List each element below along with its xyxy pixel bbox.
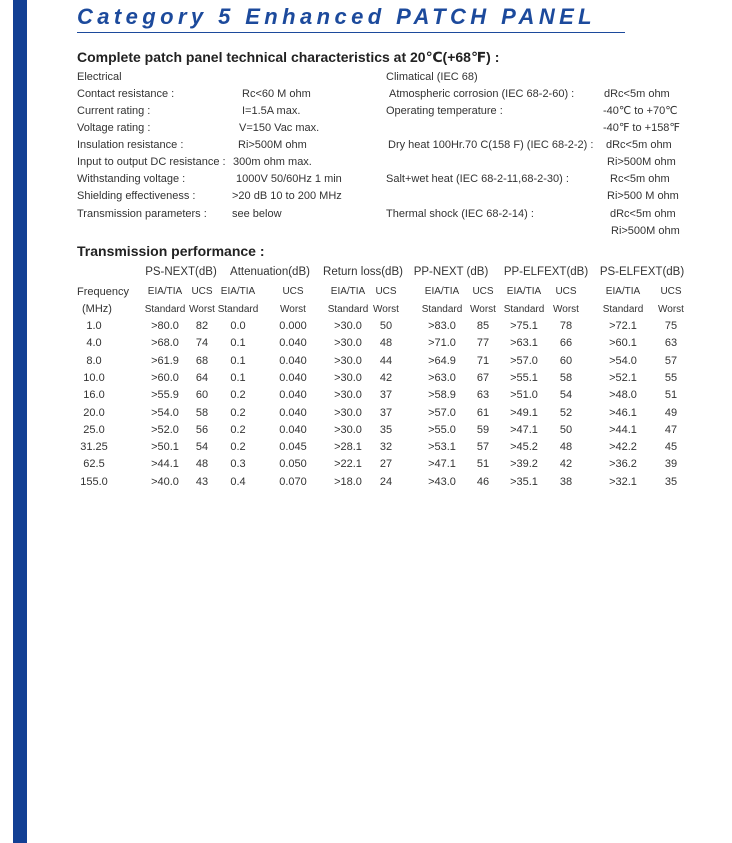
- table-cell: 35: [664, 475, 678, 488]
- table-subheader-source: EIA/TIA: [220, 286, 256, 297]
- table-group-header: PP-ELFEXT(dB): [503, 266, 589, 278]
- table-cell: 0.2: [230, 389, 246, 402]
- table-cell: 67: [476, 371, 490, 384]
- table-cell: 10.0: [83, 371, 105, 384]
- table-subheader-type: Standard: [144, 304, 186, 315]
- table-cell: 42: [559, 458, 573, 471]
- table-group-header: Return loss(dB): [323, 266, 403, 278]
- table-cell: >42.2: [609, 441, 637, 454]
- frequency-header: Frequency: [77, 286, 129, 298]
- table-cell: 1.0: [86, 320, 102, 332]
- electrical-label: Electrical: [77, 71, 122, 83]
- climatical-param-value: -40℃ to +70℃: [603, 105, 678, 117]
- climatical-param-name: Operating temperature :: [386, 105, 503, 117]
- table-cell: 0.2: [230, 406, 246, 419]
- table-cell: 155.0: [80, 475, 108, 488]
- table-cell: 25.0: [83, 423, 105, 436]
- table-cell: 45: [664, 441, 678, 454]
- table-cell: 46: [476, 475, 490, 488]
- table-cell: 0.045: [279, 441, 307, 454]
- transmission-heading: Transmission performance :: [77, 243, 265, 259]
- table-cell: 48: [559, 441, 573, 454]
- climatical-param-value: Ri>500M ohm: [607, 156, 676, 168]
- table-subheader-type: Worst: [189, 304, 215, 315]
- table-cell: >30.0: [334, 389, 362, 402]
- table-cell: 66: [559, 337, 573, 350]
- table-cell: 0.2: [230, 441, 246, 454]
- table-cell: 57: [476, 441, 490, 454]
- table-cell: 20.0: [83, 406, 105, 419]
- table-cell: >45.2: [510, 441, 538, 454]
- table-cell: 44: [379, 354, 393, 367]
- electrical-param-name: Shielding effectiveness :: [77, 190, 196, 202]
- table-cell: 63: [664, 337, 678, 350]
- electrical-param-name: Input to output DC resistance :: [77, 156, 226, 168]
- table-cell: >30.0: [334, 423, 362, 436]
- table-cell: 0.0: [230, 320, 246, 332]
- climatical-label: Climatical (IEC 68): [386, 71, 478, 83]
- table-cell: 51: [664, 389, 678, 402]
- table-subheader-type: Standard: [327, 304, 369, 315]
- table-cell: 43: [195, 475, 209, 488]
- table-cell: >55.9: [151, 389, 179, 402]
- table-cell: >43.0: [428, 475, 456, 488]
- electrical-param-value: see below: [232, 208, 282, 220]
- table-cell: >75.1: [510, 320, 538, 332]
- table-cell: 0.040: [279, 354, 307, 367]
- table-subheader-source: EIA/TIA: [147, 286, 183, 297]
- table-cell: >22.1: [334, 458, 362, 471]
- table-cell: 0.2: [230, 423, 246, 436]
- table-cell: >52.1: [609, 371, 637, 384]
- table-cell: 4.0: [86, 337, 102, 350]
- table-cell: >36.2: [609, 458, 637, 471]
- table-cell: >61.9: [151, 354, 179, 367]
- table-cell: >58.9: [428, 389, 456, 402]
- table-cell: >60.1: [609, 337, 637, 350]
- table-cell: >30.0: [334, 406, 362, 419]
- table-cell: >63.1: [510, 337, 538, 350]
- table-subheader-type: Standard: [602, 304, 644, 315]
- electrical-param-name: Transmission parameters :: [77, 208, 207, 220]
- table-cell: 59: [476, 423, 490, 436]
- table-cell: >55.1: [510, 371, 538, 384]
- table-cell: 50: [379, 320, 393, 332]
- table-group-header: PS-ELFEXT(dB): [599, 266, 685, 278]
- frequency-unit: (MHz): [82, 303, 112, 315]
- table-cell: >18.0: [334, 475, 362, 488]
- characteristics-heading: Complete patch panel technical characteristics at 20℃(+68℉) :: [77, 49, 500, 65]
- table-cell: >39.2: [510, 458, 538, 471]
- table-subheader-source: UCS: [555, 286, 577, 297]
- table-cell: 0.1: [230, 354, 246, 367]
- table-group-header: Attenuation(dB): [230, 266, 310, 278]
- climatical-param-value: dRc<5m ohm: [604, 88, 670, 100]
- table-cell: 56: [195, 423, 209, 436]
- electrical-param-value: Ri>500M ohm: [238, 139, 307, 151]
- table-cell: >44.1: [151, 458, 179, 471]
- table-cell: >32.1: [609, 475, 637, 488]
- table-cell: >57.0: [510, 354, 538, 367]
- table-cell: 52: [559, 406, 573, 419]
- table-cell: >30.0: [334, 320, 362, 332]
- table-cell: >52.0: [151, 423, 179, 436]
- table-cell: >44.1: [609, 423, 637, 436]
- table-cell: 82: [195, 320, 209, 332]
- table-cell: 37: [379, 389, 393, 402]
- table-cell: 54: [195, 441, 209, 454]
- table-cell: >47.1: [428, 458, 456, 471]
- climatical-param-value: Rc<5m ohm: [610, 173, 670, 185]
- electrical-param-value: 300m ohm max.: [233, 156, 312, 168]
- table-subheader-type: Standard: [217, 304, 259, 315]
- table-cell: 64: [195, 371, 209, 384]
- table-cell: 63: [476, 389, 490, 402]
- table-cell: 71: [476, 354, 490, 367]
- table-cell: >30.0: [334, 371, 362, 384]
- table-cell: >83.0: [428, 320, 456, 332]
- table-cell: >46.1: [609, 406, 637, 419]
- table-cell: >40.0: [151, 475, 179, 488]
- table-subheader-source: EIA/TIA: [605, 286, 641, 297]
- table-cell: 85: [476, 320, 490, 332]
- table-cell: 68: [195, 354, 209, 367]
- table-group-header: PP-NEXT (dB): [413, 266, 489, 278]
- climatical-param-value: dRc<5m ohm: [606, 139, 672, 151]
- climatical-param-name: Thermal shock (IEC 68-2-14) :: [386, 208, 534, 220]
- table-cell: >57.0: [428, 406, 456, 419]
- table-cell: 58: [559, 371, 573, 384]
- table-cell: 32: [379, 441, 393, 454]
- table-cell: 48: [195, 458, 209, 471]
- table-cell: 54: [559, 389, 573, 402]
- table-cell: 16.0: [83, 389, 105, 402]
- table-cell: 35: [379, 423, 393, 436]
- electrical-param-value: Rc<60 M ohm: [242, 88, 311, 100]
- table-cell: 49: [664, 406, 678, 419]
- table-cell: 42: [379, 371, 393, 384]
- table-subheader-source: UCS: [282, 286, 304, 297]
- table-subheader-type: Standard: [503, 304, 545, 315]
- table-cell: 77: [476, 337, 490, 350]
- electrical-param-value: V=150 Vac max.: [239, 122, 320, 134]
- table-cell: 37: [379, 406, 393, 419]
- electrical-param-name: Contact resistance :: [77, 88, 175, 100]
- table-cell: >80.0: [151, 320, 179, 332]
- page-title: Category 5 Enhanced PATCH PANEL: [77, 4, 597, 29]
- table-cell: 24: [379, 475, 393, 488]
- table-cell: 38: [559, 475, 573, 488]
- table-cell: 31.25: [80, 441, 108, 454]
- table-cell: 0.000: [279, 320, 307, 332]
- climatical-param-value: Ri>500 M ohm: [607, 190, 679, 202]
- table-cell: >35.1: [510, 475, 538, 488]
- table-cell: 60: [559, 354, 573, 367]
- table-subheader-type: Worst: [553, 304, 579, 315]
- table-cell: 0.1: [230, 337, 246, 350]
- table-cell: >47.1: [510, 423, 538, 436]
- table-cell: 61: [476, 406, 490, 419]
- table-subheader-type: Standard: [421, 304, 463, 315]
- table-cell: >60.0: [151, 371, 179, 384]
- table-cell: >64.9: [428, 354, 456, 367]
- electrical-param-name: Withstanding voltage :: [77, 173, 186, 185]
- table-cell: 0.3: [230, 458, 246, 471]
- table-cell: 75: [664, 320, 678, 332]
- electrical-param-value: I=1.5A max.: [242, 105, 301, 117]
- table-cell: >54.0: [151, 406, 179, 419]
- table-cell: >54.0: [609, 354, 637, 367]
- table-subheader-type: Worst: [280, 304, 306, 315]
- table-cell: 8.0: [86, 354, 102, 367]
- table-cell: >48.0: [609, 389, 637, 402]
- climatical-param-name: Salt+wet heat (IEC 68-2-11,68-2-30) :: [386, 173, 569, 185]
- table-cell: 0.4: [230, 475, 246, 488]
- climatical-param-value: dRc<5m ohm: [610, 208, 676, 220]
- table-cell: 51: [476, 458, 490, 471]
- table-cell: >68.0: [151, 337, 179, 350]
- table-cell: >71.0: [428, 337, 456, 350]
- table-group-header: PS-NEXT(dB): [145, 266, 217, 278]
- electrical-param-name: Current rating :: [77, 105, 151, 117]
- electrical-param-name: Voltage rating :: [77, 122, 151, 134]
- table-cell: >55.0: [428, 423, 456, 436]
- table-cell: 62.5: [83, 458, 105, 471]
- table-cell: 57: [664, 354, 678, 367]
- table-cell: 78: [559, 320, 573, 332]
- table-cell: >72.1: [609, 320, 637, 332]
- table-cell: 55: [664, 371, 678, 384]
- climatical-param-value: Ri>500M ohm: [611, 225, 680, 237]
- table-cell: 0.040: [279, 406, 307, 419]
- table-cell: 27: [379, 458, 393, 471]
- table-cell: 0.040: [279, 389, 307, 402]
- table-cell: 0.1: [230, 371, 246, 384]
- table-subheader-source: UCS: [472, 286, 494, 297]
- table-subheader-source: UCS: [660, 286, 682, 297]
- table-cell: 50: [559, 423, 573, 436]
- table-cell: 58: [195, 406, 209, 419]
- table-cell: >51.0: [510, 389, 538, 402]
- table-cell: 47: [664, 423, 678, 436]
- table-subheader-source: UCS: [191, 286, 213, 297]
- table-cell: >50.1: [151, 441, 179, 454]
- table-cell: >30.0: [334, 337, 362, 350]
- electrical-param-value: >20 dB 10 to 200 MHz: [232, 190, 342, 202]
- table-subheader-source: EIA/TIA: [330, 286, 366, 297]
- table-cell: 39: [664, 458, 678, 471]
- table-cell: 74: [195, 337, 209, 350]
- table-subheader-type: Worst: [658, 304, 684, 315]
- electrical-param-name: Insulation resistance :: [77, 139, 184, 151]
- table-cell: 0.040: [279, 423, 307, 436]
- climatical-param-value: -40℉ to +158℉: [603, 122, 680, 134]
- table-cell: >30.0: [334, 354, 362, 367]
- table-cell: 0.050: [279, 458, 307, 471]
- climatical-param-name: Dry heat 100Hr.70 C(158 F) (IEC 68-2-2) :: [388, 139, 594, 151]
- title-underline: [77, 32, 625, 33]
- table-cell: 0.070: [279, 475, 307, 488]
- side-accent-bar: [13, 0, 27, 843]
- table-subheader-source: UCS: [375, 286, 397, 297]
- table-cell: >63.0: [428, 371, 456, 384]
- table-cell: 60: [195, 389, 209, 402]
- table-cell: 0.040: [279, 337, 307, 350]
- table-cell: >28.1: [334, 441, 362, 454]
- table-subheader-type: Worst: [373, 304, 399, 315]
- climatical-param-name: Atmospheric corrosion (IEC 68-2-60) :: [389, 88, 575, 100]
- electrical-param-value: 1000V 50/60Hz 1 min: [236, 173, 342, 185]
- table-subheader-source: EIA/TIA: [424, 286, 460, 297]
- table-subheader-type: Worst: [470, 304, 496, 315]
- table-cell: >49.1: [510, 406, 538, 419]
- table-cell: 0.040: [279, 371, 307, 384]
- table-subheader-source: EIA/TIA: [506, 286, 542, 297]
- table-cell: >53.1: [428, 441, 456, 454]
- table-cell: 48: [379, 337, 393, 350]
